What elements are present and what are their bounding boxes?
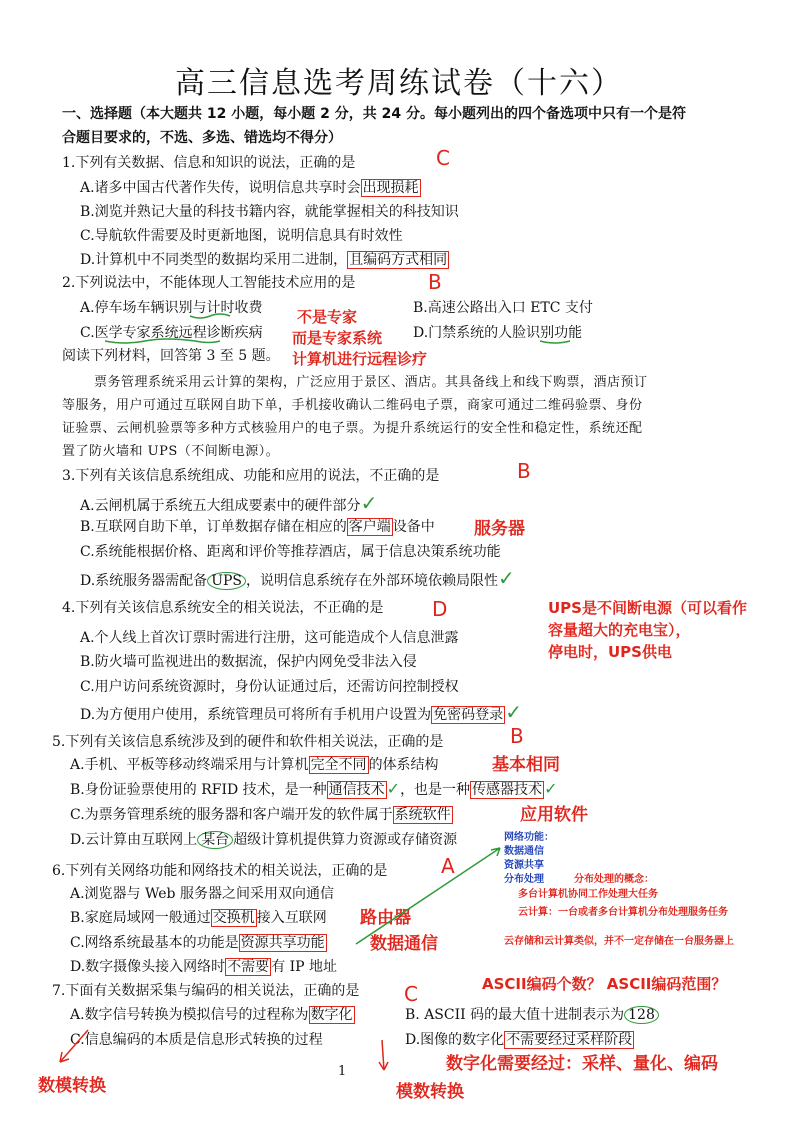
q2-a-underline-mark <box>190 314 230 318</box>
q3-note: 服务器 <box>474 519 525 539</box>
q7-a-annotation-box: 数字化 <box>310 1007 353 1023</box>
q5-b-annotation-box-1: 通信技术 <box>328 782 385 798</box>
q2-note-2: 而是专家系统 <box>292 329 383 347</box>
section-heading-line2: 合题目要求的，不选、多选、错选均不得分） <box>62 130 342 146</box>
q1-answer: C <box>436 146 450 170</box>
material-line-2: 等服务，用户可通过互联网自助下单，手机接收确认二维码电子票，商家可通过二维码验票、身份 <box>62 398 643 413</box>
q4-option-a: A.个人线上首次订票时需进行注册，这可能造成个人信息泄露 <box>80 630 459 646</box>
q2-stem: 2.下列说法中，不能体现人工智能技术应用的是 <box>62 275 356 291</box>
q7-c-arrow-line <box>382 1040 384 1070</box>
q7-option-c: C.信息编码的本质是信息形式转换的过程 <box>70 1032 323 1048</box>
q3-option-b: B.互联网自助下单，订单数据存储在相应的 客户端 设备中 <box>80 519 435 535</box>
q5-stem: 5.下列有关该信息系统涉及到的硬件和软件相关说法，正确的是 <box>52 734 444 750</box>
q2-d-underline-mark <box>540 341 570 343</box>
material-intro: 阅读下列材料，回答第 3 至 5 题。 <box>62 348 280 364</box>
q2-option-c: C.医学专家系统远程诊断疾病 <box>80 325 263 341</box>
q7-b-circle-mark: 128 <box>624 1006 659 1024</box>
q5-b-annotation-box-2: 传感器技术 <box>472 782 543 798</box>
q3-b-annotation-box: 客户端 <box>348 519 391 535</box>
material-line-1: 票务管理系统采用云计算的架构，广泛应用于景区、酒店。其具备线上和线下购票，酒店预订 <box>94 375 648 390</box>
q3-option-a: A.云闸机属于系统五大组成要素中的硬件部分✓ <box>80 491 378 515</box>
q1-option-a: A.诸多中国古代著作失传，说明信息共享时会 出现损耗 <box>80 180 419 196</box>
q5-a-annotation-box: 完全不同 <box>310 757 367 773</box>
dist-title: 分布处理的概念： <box>574 874 654 885</box>
q3-answer: B <box>517 459 531 483</box>
q2-option-d: D.门禁系统的人脸识别功能 <box>413 325 583 341</box>
q1-option-d: D.计算机中不同类型的数据均采用二进制， 且编码方式相同 <box>80 252 448 268</box>
q2-note-1: 不是专家 <box>297 308 358 326</box>
q7-answer: C <box>404 982 418 1006</box>
q5-answer: B <box>510 724 524 748</box>
q3-d-circle-mark: UPS <box>207 572 246 590</box>
q4-stem: 4.下列有关该信息系统安全的相关说法，不正确的是 <box>62 600 384 616</box>
q6-note-c: 数据通信 <box>370 934 438 954</box>
net-function-3: 分布处理 <box>504 874 544 885</box>
q4-d-annotation-box: 免密码登录 <box>433 707 504 723</box>
dist-note-2: 云计算：一台或者多台计算机分布处理服务任务 <box>518 907 728 918</box>
q3-option-d: D.系统服务器需配备 UPS ，说明信息系统存在外部环境依赖局限性✓ <box>80 566 515 590</box>
q6-option-d: D.数字摄像头接入网络时 不需要 有 IP 地址 <box>70 959 338 975</box>
net-function-1: 数据通信 <box>504 846 544 857</box>
q2-answer: B <box>428 270 442 294</box>
q7-option-d: D.图像的数字化 不需要经过采样阶段 <box>405 1032 633 1048</box>
q5-note-c: 应用软件 <box>520 805 588 825</box>
q1-option-c: C.导航软件需要及时更新地图，说明信息具有时效性 <box>80 228 403 244</box>
q5-option-a: A.手机、平板等移动终端采用与计算机 完全不同 的体系结构 <box>70 757 439 773</box>
q4-option-d: D.为方便用户使用，系统管理员可将所有手机用户设置为 免密码登录 ✓ <box>80 700 522 724</box>
q1-a-annotation-box: 出现损耗 <box>362 180 419 196</box>
q3-a-check-icon: ✓ <box>360 491 378 515</box>
q5-option-c: C.为票务管理系统的服务器和客户端开发的软件属于 系统软件 <box>70 807 451 823</box>
q2-option-b: B.高速公路出入口 ETC 支付 <box>413 300 593 316</box>
q7-note-a: 数模转换 <box>38 1076 106 1096</box>
q1-stem: 1.下列有关数据、信息和知识的说法，正确的是 <box>62 155 356 171</box>
material-line-4: 置了防火墙和 UPS（不间断电源）。 <box>62 444 280 459</box>
q4-note-3: 停电时，UPS供电 <box>548 643 672 661</box>
q6-option-c: C.网络系统最基本的功能是 资源共享功能 <box>70 935 325 951</box>
q3-d-check-icon: ✓ <box>498 566 515 590</box>
q7-d-annotation-box: 不需要经过采样阶段 <box>506 1032 633 1048</box>
q6-d-annotation-box: 不需要 <box>227 959 270 975</box>
q1-d-annotation-box: 且编码方式相同 <box>349 252 448 268</box>
q4-option-b: B.防火墙可监视进出的数据流，保护内网免受非法入侵 <box>80 654 417 670</box>
q5-c-annotation-box: 系统软件 <box>394 807 451 823</box>
q6-c-annotation-box: 资源共享功能 <box>240 935 325 951</box>
q6-answer: A <box>441 854 455 878</box>
q4-note-2: 容量超大的充电宝）， <box>548 621 691 639</box>
q6-option-b: B.家庭局域网一般通过 交换机 接入互联网 <box>70 910 327 926</box>
q3-stem: 3.下列有关该信息系统组成、功能和应用的说法，不正确的是 <box>62 468 440 484</box>
q5-b-check-icon-1: ✓ <box>386 779 401 798</box>
section-heading-line1: 一、选择题（本大题共 12 小题，每小题 2 分，共 24 分。每小题列出的四个备选项中只有一个是符 <box>62 106 686 122</box>
q7-note-c: 模数转换 <box>396 1082 464 1102</box>
q6-note-b: 路由器 <box>360 908 411 928</box>
q2-option-a: A.停车场车辆识别与计时收费 <box>80 300 263 316</box>
q4-note-1: UPS是不间断电源（可以看作 <box>548 599 747 617</box>
q2-c-underline-mark <box>105 339 220 343</box>
page-number: 1 <box>338 1064 347 1079</box>
q7-note-ascii: ASCII编码个数？ ASCII编码范围？ <box>482 975 727 993</box>
q7-note-d: 数字化需要经过：采样、量化、编码 <box>446 1054 718 1074</box>
q6-b-annotation-box: 交换机 <box>212 910 255 926</box>
q4-answer: D <box>432 597 448 621</box>
page-title: 高三信息选考周练试卷（十六） <box>175 66 623 101</box>
q7-option-b: B. ASCII 码的最大值十进制表示为 128 <box>405 1004 659 1024</box>
material-line-3: 证验票、云闸机验票等多种方式核验用户的电子票。为提升系统运行的安全性和稳定性，系统还配 <box>62 421 643 436</box>
q3-option-c: C.系统能根据价格、距离和评价等推荐酒店，属于信息决策系统功能 <box>80 544 501 560</box>
net-function-title: 网络功能： <box>504 832 554 843</box>
q4-option-c: C.用户访问系统资源时，身份认证通过后，还需访问控制授权 <box>80 679 459 695</box>
q5-b-check-icon-2: ✓ <box>544 779 558 798</box>
cloud-note: 云存储和云计算类似，并不一定存储在一台服务器上 <box>504 936 734 947</box>
q6-arrow-line <box>356 848 500 944</box>
dist-note-1: 多台计算机协同工作处理大任务 <box>518 889 658 900</box>
q6-option-a: A.浏览器与 Web 服务器之间采用双向通信 <box>70 886 334 902</box>
q7-a-arrow-line <box>60 1030 88 1062</box>
q5-option-d: D.云计算由互联网上 某台 超级计算机提供算力资源或存储资源 <box>70 832 458 848</box>
q5-note-a: 基本相同 <box>492 755 560 775</box>
q5-d-circle-mark: 某台 <box>197 831 233 849</box>
q7-stem: 7.下面有关数据采集与编码的相关说法，正确的是 <box>52 983 360 999</box>
net-function-2: 资源共享 <box>504 860 544 871</box>
q1-option-b: B.浏览并熟记大量的科技书籍内容，就能掌握相关的科技知识 <box>80 204 459 220</box>
q6-stem: 6.下列有关网络功能和网络技术的相关说法，正确的是 <box>52 863 388 879</box>
q4-d-check-icon: ✓ <box>505 700 522 724</box>
q2-note-3: 计算机进行远程诊疗 <box>292 350 428 368</box>
q7-option-a: A.数字信号转换为模拟信号的过程称为 数字化 <box>70 1007 353 1023</box>
q5-option-b: B.身份证验票使用的 RFID 技术，是一种 通信技术 ✓，也是一种 传感器技术 ✓ <box>70 779 558 798</box>
